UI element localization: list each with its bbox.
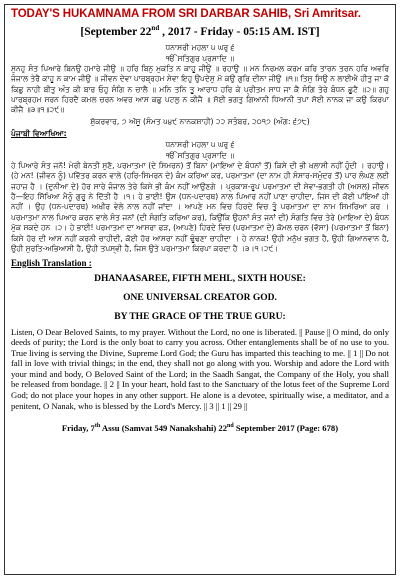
- footer-month-page: September 2017 (Page: 678): [233, 423, 339, 434]
- punjabi-ikonkar: ੴ ਸਤਿਗੁਰ ਪ੍ਰਸਾਦਿ ॥: [165, 150, 235, 160]
- english-creator-heading: ONE UNIVERSAL CREATOR GOD.: [123, 292, 277, 303]
- gurmukhi-date-line: ਸ਼ੁੱਕਰਵਾਰ, ੭ ਅੱਸੂ (ਸੰਮਤ ੫੪੯ ਨਾਨਕਸ਼ਾਹੀ) ੨੨ ਸਤੰਬਰ, ੨੦੧੭ (ਅੰਗ: ੬੭੮): [90, 116, 310, 126]
- english-raag-heading: DHANAASAREE, FIFTH MEHL, SIXTH HOUSE:: [94, 273, 306, 284]
- gurmukhi-raag-heading: ਧਨਾਸਰੀ ਮਹਲਾ ੫ ਘਰੁ ੬: [165, 42, 235, 52]
- date-prefix: [September 22: [80, 25, 152, 38]
- english-translation-text: Listen, O Dear Beloved Saints, to my prayer. Without the Lord, no one is liberated. || Pause || O mind, do only deeds of purity; the Lord is the only boat to carry you across. Other entanglements shall be of no use to you. True living is serving the Divine, Supreme Lord God; the Guru has imparted this teaching to me. || 1 || Do not fall in love with trivial things; in the end, they shall not go along with you. Worship and adore the Lord with your mind and body, O Beloved Saint of the Lord; in the Saadh Sangat, the Company of the Holy, you shall be released from bondage. || 2 || In your heart, hold fast to the Sanctuary of the lotus feet of the Supreme Lord God; do not place your hopes in any other support. He alone is a devotee, spiritually wise, a meditator, and a penitent, O Nanak, who is blessed by the Lord's Mercy. || 3 || 1 || 29 ||: [11, 326, 389, 411]
- footer-date-suffix: nd: [227, 423, 234, 430]
- date-suffix-superscript: nd: [151, 24, 160, 32]
- gurmukhi-ikonkar: ੴ ਸਤਿਗੁਰ ਪ੍ਰਸਾਦਿ ॥: [165, 53, 235, 63]
- footer-day-suffix: th: [94, 423, 101, 430]
- page-title: TODAY'S HUKAMNAMA FROM SRI DARBAR SAHIB, Sri Amritsar.: [11, 8, 361, 20]
- punjabi-explanation-text: ਹੇ ਪਿਆਰੇ ਸੰਤ ਜਨੋ! ਮੇਰੀ ਬੇਨਤੀ ਸੁਣੋ, ਪਰਮਾਤਮਾ (ਦੇ ਸਿਮਰਨ) ਤੋਂ ਬਿਨਾ (ਮਾਇਆ ਦੇ ਬੰਧਨਾਂ ਤੋਂ) ਕਿਸੇ ਦੀ ਭੀ ਖ਼ਲਾਸੀ ਨਹੀਂ ਹੁੰਦੀ । ਰਹਾਉ।(ਹੇ ਮਨ! (ਜੀਵਨ ਨੂੰ) ਪਵਿੱਤਰ ਕਰਨ ਵਾਲੇ (ਹਰਿ-ਸਿਮਰਨ ਦੇ) ਕੰਮ ਕਰਿਆ ਕਰ, ਪਰਮਾਤਮਾ (ਦਾ ਨਾਮ ਹੀ ਸੰਸਾਰ-ਸਮੁੰਦਰ ਤੋਂ) ਪਾਰ ਲੰਘਣ ਲਈ ਜਹਾਜ਼ ਹੈ । (ਦੁਨੀਆ ਦੇ) ਹੋਰ ਸਾਰੇ ਜੰਜਾਲ ਤੇਰੇ ਕਿਸੇ ਭੀ ਕੰਮ ਨਹੀਂ ਆਉਣਗੇ । ਪ੍ਰਕਾਸ਼-ਰੂਪ ਪਰਮਾਤਮਾ ਦੀ ਸੇਵਾ-ਭਗਤੀ ਹੀ (ਅਸਲ) ਜੀਵਨ ਹੈ—ਇਹ ਸਿੱਖਿਆ ਮੈਨੂੰ ਗੁਰੂ ਨੇ ਦਿੱਤੀ ਹੈ ।੧। ਹੇ ਭਾਈ! ਉਸ (ਧਨ-ਪਦਾਰਥ) ਨਾਲ ਪਿਆਰ ਨਹੀਂ ਪਾਣਾ ਚਾਹੀਦਾ, ਜਿਸ ਦੀ ਕੋਈ ਪਾਂਇਆਂ ਹੀ ਨਹੀਂ । ਉਹ (ਧਨ-ਪਦਾਰਥ) ਅਖ਼ੀਰ ਵੇਲੇ ਨਾਲ ਨਹੀਂ ਜਾਂਦਾ । ਆਪਣੇ ਮਨ ਵਿਚ ਹਿਰਦੇ ਵਿਚ ਤੂੰ ਪਰਮਾਤਮਾ ਦਾ ਨਾਮ ਸਿਮਰਿਆ ਕਰ । ਪਰਮਾਤਮਾ ਨਾਲ ਪਿਆਰ ਕਰਨ ਵਾਲੇ ਸੰਤ ਜਨਾਂ (ਦੀ ਸੰਗਤਿ ਕਰਿਆ ਕਰ), ਕਿਉਂਕਿ ਉਹਨਾਂ ਸੰਤ ਜਨਾਂ ਦੀ) ਸੰਗਤਿ ਵਿਚ ਤੇਰੇ (ਮਾਇਆ ਦੇ) ਬੰਧਨ ਮੁੱਕ ਸਕਦੇ ਹਨ ।੨। ਹੇ ਭਾਈ! ਪਰਮਾਤਮਾ ਦਾ ਆਸਰਾ ਫੜ, (ਆਪਣੇ) ਹਿਰਦੇ ਵਿਚ (ਪਰਮਾਤਮਾ ਦੇ) ਕੋਮਲ ਚਰਨ (ਵੱਸਾ) (ਪਰਮਾਤਮਾ ਤੋਂ ਬਿਨਾ) ਕਿਸੇ ਹੋਰ ਦੀ ਆਸ ਨਹੀਂ ਕਰਨੀ ਚਾਹੀਦੀ, ਕੋਈ ਹੋਰ ਆਸਰਾ ਨਹੀਂ ਢੂੰਢਣਾ ਚਾਹੀਦਾ । ਹੇ ਨਾਨਕ! ਉਹੀ ਮਨੁੱਖ ਭਗਤ ਹੈ, ਉਹੀ ਗਿਆਨਵਾਨ ਹੈ, ਉਹੀ ਸੁਰਤਿ-ਅਭਿਆਸੀ ਹੈ, ਉਹੀ ਤਪਸ੍ਵੀ ਹੈ, ਜਿਸ ਉਤੇ ਪਰਮਾਤਮਾ ਕਿਰਪਾ ਕਰਦਾ ਹੈ ।੩।੧।੨੯।: [11, 160, 389, 254]
- date-rest: , 2017 - Friday - 05:15 AM. IST]: [159, 25, 320, 38]
- english-translation-label: English Translation :: [11, 257, 92, 268]
- footer-date-line: [11, 423, 389, 433]
- hukamnama-card: [4, 4, 396, 575]
- date-line: [11, 21, 389, 40]
- footer-day: Friday, 7: [61, 423, 95, 434]
- footer-samvat: Assu (Samvat 549 Nanakshahi) 22: [100, 423, 227, 434]
- punjabi-explanation-label: ਪੰਜਾਬੀ ਵਿਆਖਿਆ:: [11, 128, 67, 138]
- punjabi-raag-heading: ਧਨਾਸਰੀ ਮਹਲਾ ੫ ਘਰੁ ੬: [165, 139, 235, 149]
- gurbani-verse: ਸੁਨਹੁ ਸੰਤ ਪਿਆਰੇ ਬਿਨਉ ਹਮਾਰੇ ਜੀਉ ॥ ਹਰਿ ਬਿਨੁ ਮੁਕਤਿ ਨ ਕਾਹੂ ਜੀਉ ॥ ਰਹਾਉ ॥ ਮਨ ਨਿਰਮਲ ਕਰਮ ਕਰਿ ਤਾਰਨ ਤਰਨ ਹਰਿ ਅਵਰਿ ਜੰਜਾਲ ਤੇਰੈ ਕਾਹੂ ਨ ਕਾਮ ਜੀਉ ॥ ਜੀਵਨ ਦੇਵਾ ਪਾਰਬ੍ਰਹਮ ਸੇਵਾ ਇਹੁ ਉਪਦੇਸੁ ਮੋ ਕਉ ਗੁਰਿ ਦੀਨਾ ਜੀਉ ॥੧॥ ਤਿਸੁ ਸਿਉ ਨ ਲਾਈਐ ਹੀਤੁ ਜਾ ਕੋ ਕਿਛੁ ਨਾਹੀ ਬੀਤੁ ਅੰਤ ਕੀ ਬਾਰ ਓਹੁ ਸੰਗਿ ਨ ਚਾਲੈ ॥ ਮਨਿ ਤਨਿ ਤੂ ਆਰਾਧ ਹਰਿ ਕੇ ਪ੍ਰੀਤਮ ਸਾਧ ਜਾ ਕੈ ਸੰਗਿ ਤੇਰੇ ਬੰਧਨ ਛੂਟੈ ॥੨॥ ਗਹੁ ਪਾਰਬ੍ਰਹਮ ਸਰਨ ਹਿਰਦੈ ਕਮਲ ਚਰਨ ਅਵਰ ਆਸ ਕਛੁ ਪਟਲੁ ਨ ਕੀਜੈ ॥ ਸੋਈ ਭਗਤੁ ਗਿਆਨੀ ਧਿਆਨੀ ਤਪਾ ਸੋਈ ਨਾਨਕ ਜਾ ਕਉ ਕਿਰਪਾ ਕੀਜੈ ॥੩॥੧॥੨੯॥: [11, 63, 389, 115]
- english-grace-heading: BY THE GRACE OF THE TRUE GURU:: [114, 311, 286, 322]
